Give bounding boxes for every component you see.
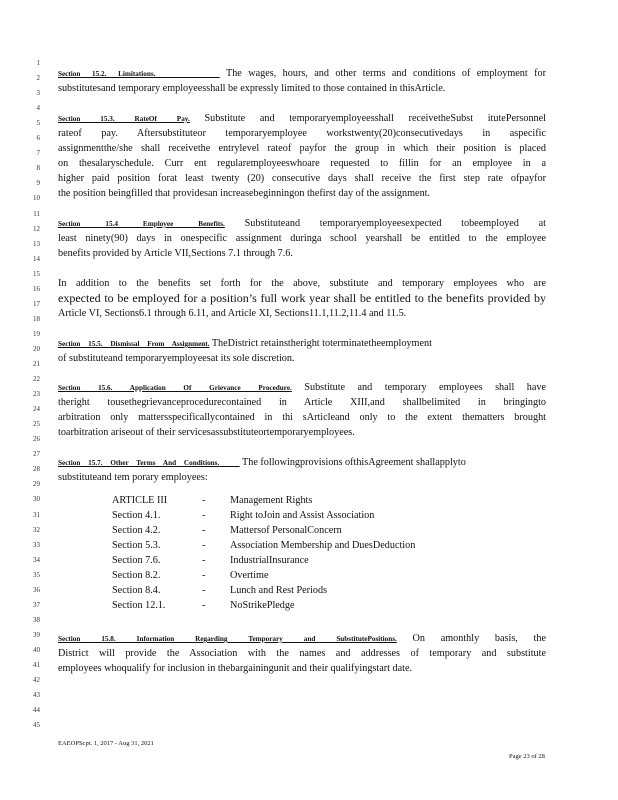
article-title: Association Membership and DuesDeduction bbox=[230, 540, 416, 551]
article-ref: Section 8.4. bbox=[112, 585, 161, 596]
line-number: 28 bbox=[33, 465, 40, 474]
section-15-3-line-8: on thesalaryschedule. Curr ent regularemployeeswhoare requested to fillin for an employee in a bbox=[58, 158, 546, 169]
section-15-6-line-25: arbitration only mattersspecificallycontained in thi sArticleand only to the extent thematters brought bbox=[58, 412, 546, 423]
section-15-8-line-42: employees whoqualify for inclusion in thebargainingunit and their qualifyingstart date. bbox=[58, 663, 413, 674]
section-15-4-line-13: least ninety(90) days in onespecific assignment duringa school yearshall be entitled to the employee bbox=[58, 233, 546, 244]
article-title: Overtime bbox=[230, 570, 269, 581]
footer-contract-dates: EAEOPScpt. 1, 2017 - Aug 31, 2021 bbox=[58, 740, 154, 747]
article-title: NoStrikePledge bbox=[230, 600, 295, 611]
line-number: 42 bbox=[33, 676, 40, 685]
article-dash: - bbox=[202, 540, 206, 551]
article-title: Right toJoin and Assist Association bbox=[230, 510, 375, 521]
line-number: 11 bbox=[33, 209, 40, 218]
line-number: 44 bbox=[33, 706, 40, 715]
section-15-3-heading: Section 15.3. RateOf Pay. bbox=[58, 115, 190, 123]
article-ref: Section 8.2. bbox=[112, 570, 161, 581]
line-number: 30 bbox=[33, 495, 40, 504]
article-dash: - bbox=[202, 585, 206, 596]
line-number: 40 bbox=[33, 645, 40, 654]
article-ref: Section 7.6. bbox=[112, 555, 161, 566]
section-15-4-line-14: benefits provided by Article VII,Sections 7.1 through 7.6. bbox=[58, 248, 293, 259]
section-15-4-heading: Section 15.4 Employee Benefits. bbox=[58, 220, 225, 228]
section-15-4-line-17: expected to be employed for a position’s full work year shall be entitled to the benefits provided by bbox=[58, 291, 546, 305]
line-number: 5 bbox=[36, 119, 40, 128]
section-15-7-heading: Section 15.7. Other Terms And Conditions. bbox=[58, 459, 220, 467]
article-dash: - bbox=[202, 510, 206, 521]
section-15-3-line-7: assignmentthe/she shall receivethe entrylevel rateof payfor the group in which their position is placed bbox=[58, 143, 546, 154]
line-number: 20 bbox=[33, 344, 40, 353]
line-number: 24 bbox=[33, 405, 40, 414]
article-title: Management Rights bbox=[230, 495, 313, 506]
line-number: 36 bbox=[33, 585, 40, 594]
line-number: 23 bbox=[33, 390, 40, 399]
line-number: 4 bbox=[36, 104, 40, 113]
line-number: 17 bbox=[33, 299, 40, 308]
line-number: 15 bbox=[33, 269, 40, 278]
section-15-3-line-9: higher paid position forat least twenty (20) consecutive days shall receive the first step rate ofpayfor bbox=[58, 173, 546, 184]
section-15-6-line-26: toarbitration ariseout of their servicesassubstituteortemporaryemployees. bbox=[58, 427, 355, 438]
line-number: 29 bbox=[33, 480, 40, 489]
section-15-8-line-40: Section 15.8. Information Regarding Temporary and SubstitutePositions. On amonthly basis, the bbox=[58, 633, 546, 644]
article-title: Lunch and Rest Periods bbox=[230, 585, 328, 596]
section-15-4-line-12: Section 15.4 Employee Benefits. Substituteand temporaryemployeesexpected tobeemployed at bbox=[58, 218, 546, 229]
line-number: 7 bbox=[36, 149, 40, 158]
line-number: 34 bbox=[33, 555, 40, 564]
article-title: Mattersof PersonalConcern bbox=[230, 525, 342, 536]
section-15-7-line-29: substituteand tem porary employees: bbox=[58, 472, 208, 483]
section-15-2-line-3: substitutesand temporary employeesshall be expressly limited to those contained in thisArticle. bbox=[58, 83, 446, 94]
article-ref: ARTICLE III bbox=[112, 495, 168, 506]
line-number: 37 bbox=[33, 600, 40, 609]
line-number: 16 bbox=[33, 284, 40, 293]
line-number: 12 bbox=[33, 224, 40, 233]
line-number: 19 bbox=[33, 329, 40, 338]
section-15-3-line-6: rateof pay. Aftersubstituteor temporaryemployee workstwenty(20)consecutivedays in aspecific bbox=[58, 128, 546, 139]
line-number: 18 bbox=[33, 314, 40, 323]
article-dash: - bbox=[202, 525, 206, 536]
section-15-7-line-28: Section 15.7. Other Terms And Conditions. The followingprovisions ofthisAgreement shallapplyto bbox=[58, 457, 466, 468]
line-number: 14 bbox=[33, 254, 40, 263]
line-number: 35 bbox=[33, 570, 40, 579]
line-number: 45 bbox=[33, 721, 40, 730]
section-15-4-line-16: In addition to the benefits set forth for the above, substitute and temporary employees who are bbox=[58, 278, 546, 289]
article-ref: Section 4.1. bbox=[112, 510, 161, 521]
article-dash: - bbox=[202, 555, 206, 566]
section-15-2-heading: Section 15.2. Limitations. bbox=[58, 70, 156, 78]
line-number: 8 bbox=[36, 164, 40, 173]
line-number: 1 bbox=[36, 59, 40, 67]
section-15-3-line-5: Section 15.3. RateOf Pay. Substitute and temporaryemployeesshall receivetheSubst itutePersonnel bbox=[58, 113, 546, 124]
line-number: 31 bbox=[33, 510, 40, 519]
line-number: 21 bbox=[33, 360, 40, 368]
line-number: 9 bbox=[36, 179, 40, 188]
section-15-5-line-21: of substituteand temporaryemployeesat its sole discretion. bbox=[58, 353, 295, 364]
line-number: 38 bbox=[33, 615, 40, 624]
section-15-6-heading: Section 15.6. Application Of Grievance Procedure. bbox=[58, 384, 292, 392]
article-title: IndustrialInsurance bbox=[230, 555, 309, 566]
line-number: 43 bbox=[33, 691, 40, 700]
line-number: 25 bbox=[33, 420, 40, 429]
section-15-5-line-20: Section 15.5. Dismissal From Assignment. TheDistrict retainstheright toterminatetheemployment bbox=[58, 338, 432, 349]
section-15-3-line-10: the position beingfilled that providesan increasebeginningon thefirst day of the assignment. bbox=[58, 188, 431, 199]
article-ref: Section 12.1. bbox=[112, 600, 166, 611]
section-15-5-heading: Section 15.5. Dismissal From Assignment. bbox=[58, 340, 210, 348]
line-number: 26 bbox=[33, 435, 40, 444]
section-15-6-line-23: Section 15.6. Application Of Grievance Procedure. Substitute and temporary employees shall have bbox=[58, 382, 546, 393]
section-15-8-heading: Section 15.8. Information Regarding Temporary and SubstitutePositions. bbox=[58, 635, 397, 643]
line-number: 32 bbox=[33, 525, 40, 534]
article-dash: - bbox=[202, 600, 206, 611]
section-15-4-line-18: Article VI, Sections6.1 through 6.11, and Article XI, Sections11.1,11.2,11.4 and 11.5. bbox=[58, 308, 407, 319]
article-ref: Section 5.3. bbox=[112, 540, 161, 551]
line-number: 22 bbox=[33, 375, 40, 384]
article-ref: Section 4.2. bbox=[112, 525, 161, 536]
footer-page-number: Page 23 of 28 bbox=[509, 753, 545, 760]
section-15-6-line-24: theright tousethegrievanceprocedurecontained in Article XIII,and shallbelimited in bringingto bbox=[58, 397, 546, 408]
line-number: 39 bbox=[33, 630, 40, 639]
article-dash: - bbox=[202, 570, 206, 581]
line-number: 41 bbox=[33, 661, 40, 669]
line-number: 2 bbox=[36, 74, 40, 83]
line-number: 10 bbox=[33, 194, 40, 203]
line-number: 27 bbox=[33, 450, 40, 459]
section-15-8-line-41: District will provide the Association with the names and addresses of temporary and substitute bbox=[58, 648, 546, 659]
line-number: 6 bbox=[36, 134, 40, 143]
line-number: 33 bbox=[33, 540, 40, 549]
article-dash: - bbox=[202, 495, 206, 506]
line-number: 3 bbox=[36, 89, 40, 98]
line-number: 13 bbox=[33, 239, 40, 248]
section-15-2-line-2: Section 15.2. Limitations. The wages, hours, and other terms and conditions of employment for bbox=[58, 68, 546, 79]
